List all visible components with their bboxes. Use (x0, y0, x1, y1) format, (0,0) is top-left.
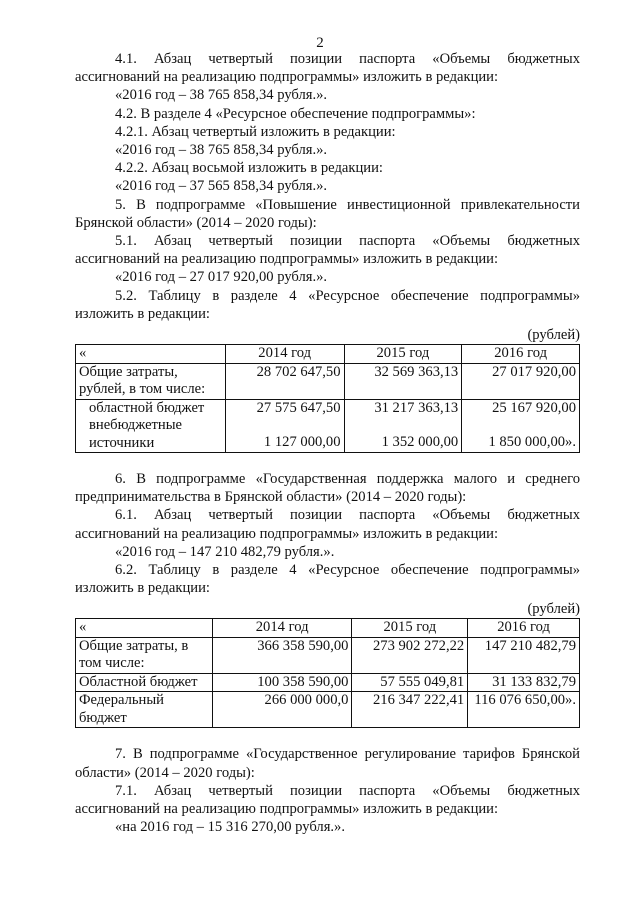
table-unit-label: (рублей) (527, 327, 580, 344)
row-label: областной бюджет (89, 399, 205, 416)
table-cell: 116 076 650,00». (468, 692, 580, 728)
paragraph: «2016 год – 38 765 858,34 рубля.». (115, 142, 328, 159)
table-header-cell: 2014 год (225, 345, 344, 364)
cell-value: 1 127 000,00 (263, 434, 341, 451)
table-header-row (76, 345, 580, 364)
paragraph: 6. В подпрограмме «Государственная поддержка малого и среднего предпринимательства в Брянской области» (2014 – 2020 годы): (75, 471, 580, 506)
paragraph: 4.2.1. Абзац четвертый изложить в редакции: (115, 123, 396, 140)
table-row (76, 692, 580, 728)
cell-value: 31 217 363,13 (374, 399, 459, 416)
table-cell: 32 569 363,13 (344, 363, 462, 399)
paragraph: 7.1. Абзац четвертый позиции паспорта «Объемы бюджетных ассигнований на реализацию подпрограммы» изложить в редакции: (75, 782, 580, 818)
table-header-cell: « (76, 345, 226, 364)
table-cell: 28 702 647,50 (225, 363, 344, 399)
row-label: Федеральный бюджет (76, 692, 213, 728)
row-label: Областной бюджет (76, 673, 213, 692)
cell-value: 1 352 000,00 (381, 434, 459, 451)
table-cell (225, 399, 344, 453)
table-cell: 27 017 920,00 (462, 363, 580, 399)
table-cell: 273 902 272,22 (352, 637, 468, 673)
table-cell: 100 358 590,00 (212, 673, 352, 692)
paragraph: «2016 год – 27 017 920,00 рубля.». (115, 269, 328, 286)
table-header-row (76, 619, 580, 638)
table-cell: 266 000 000,0 (212, 692, 352, 728)
table-row (76, 399, 580, 453)
table-header-cell: 2016 год (468, 619, 580, 638)
paragraph: «2016 год – 147 210 482,79 рубля.». (115, 543, 335, 560)
row-label: Общие затраты, в том числе: (76, 637, 213, 673)
table-unit-label: (рублей) (527, 601, 580, 618)
paragraph: «на 2016 год – 15 316 270,00 рубля.». (115, 819, 346, 836)
row-label-cell (76, 399, 226, 453)
page-number: 2 (316, 35, 324, 51)
row-label: Общие затраты, рублей, в том числе: (76, 363, 226, 399)
cell-value: 1 850 000,00». (488, 434, 576, 451)
table-header-cell: 2016 год (462, 345, 580, 364)
table-row (76, 637, 580, 673)
table-row (76, 363, 580, 399)
table-cell: 31 133 832,79 (468, 673, 580, 692)
cell-value: 27 575 647,50 (256, 399, 341, 416)
paragraph: 4.1. Абзац четвертый позиции паспорта «Объемы бюджетных ассигнований на реализацию подпрограммы» изложить в редакции: (75, 51, 580, 86)
paragraph: 6.2. Таблицу в разделе 4 «Ресурсное обеспечение подпрограммы» изложить в редакции: (75, 562, 580, 597)
paragraph: 5.2. Таблицу в разделе 4 «Ресурсное обеспечение подпрограммы» изложить в редакции: (75, 287, 580, 322)
table-cell: 57 555 049,81 (352, 673, 468, 692)
paragraph: 4.2.2. Абзац восьмой изложить в редакции: (115, 160, 383, 177)
row-label: внебюджетные источники (89, 417, 183, 451)
paragraph: 5.1. Абзац четвертый позиции паспорта «Объемы бюджетных ассигнований на реализацию подпрограммы» изложить в редакции: (75, 233, 580, 268)
paragraph: 6.1. Абзац четвертый позиции паспорта «Объемы бюджетных ассигнований на реализацию подпрограммы» изложить в редакции: (75, 507, 580, 542)
table-row (76, 673, 580, 692)
paragraph: «2016 год – 38 765 858,34 рубля.». (115, 87, 328, 104)
table-cell: 216 347 222,41 (352, 692, 468, 728)
paragraph: «2016 год – 37 565 858,34 рубля.». (115, 178, 328, 195)
document-body (75, 50, 580, 836)
paragraph: 5. В подпрограмме «Повышение инвестиционной привлекательности Брянской области» (2014 – 2020 годы): (75, 196, 580, 231)
table-cell (462, 399, 580, 453)
table-header-cell: 2015 год (344, 345, 462, 364)
cell-value: 25 167 920,00 (492, 399, 576, 416)
table-cell: 366 358 590,00 (212, 637, 352, 673)
table-cell (344, 399, 462, 453)
paragraph: 7. В подпрограмме «Государственное регулирование тарифов Брянской области» (2014 – 2020 годы): (75, 746, 580, 781)
budget-table-2 (75, 618, 580, 728)
paragraph: 4.2. В разделе 4 «Ресурсное обеспечение подпрограммы»: (115, 105, 476, 122)
table-header-cell: « (76, 619, 213, 638)
budget-table-1 (75, 344, 580, 453)
table-header-cell: 2015 год (352, 619, 468, 638)
table-header-cell: 2014 год (212, 619, 352, 638)
table-cell: 147 210 482,79 (468, 637, 580, 673)
